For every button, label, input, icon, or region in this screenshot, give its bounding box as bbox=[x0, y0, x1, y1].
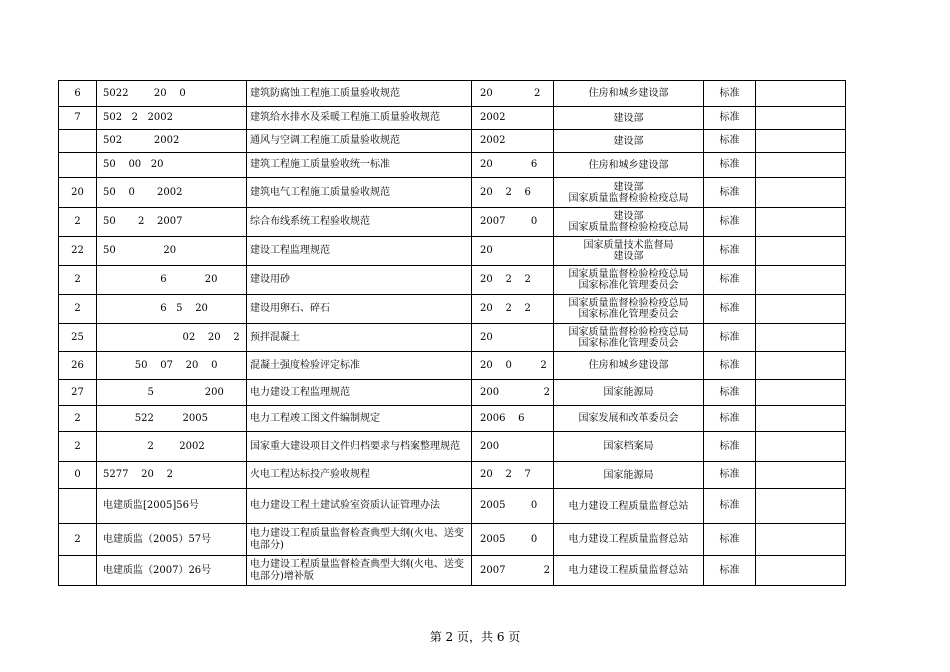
standard-code: 50 2 2007 bbox=[97, 208, 247, 237]
issuing-department: 国家能源局 bbox=[553, 380, 703, 406]
issuing-department: 住房和城乡建设部 bbox=[553, 352, 703, 380]
issue-date: 200 2 bbox=[472, 380, 554, 406]
standard-name: 预拌混凝土 bbox=[247, 324, 472, 352]
standard-code: 50 07 20 0 bbox=[97, 352, 247, 380]
empty-cell bbox=[755, 178, 845, 208]
issue-date: 20 2 7 bbox=[472, 462, 554, 489]
row-number bbox=[59, 556, 97, 586]
row-number: 20 bbox=[59, 178, 97, 208]
standard-code: 电建质监（2005）57号 bbox=[97, 524, 247, 556]
standard-code: 502 2 2002 bbox=[97, 107, 247, 130]
issuing-department: 建设部 bbox=[553, 107, 703, 130]
document-type: 标准 bbox=[703, 489, 755, 524]
issue-date: 20 2 2 bbox=[472, 295, 554, 324]
empty-cell bbox=[755, 462, 845, 489]
issuing-department: 国家质量监督检验检疫总局 国家标准化管理委员会 bbox=[553, 324, 703, 352]
standard-code: 02 20 2 bbox=[97, 324, 247, 352]
row-number: 2 bbox=[59, 432, 97, 462]
issue-date: 20 2 6 bbox=[472, 178, 554, 208]
issuing-department: 住房和城乡建设部 bbox=[553, 153, 703, 178]
standard-name: 建设用砂 bbox=[247, 266, 472, 295]
issue-date: 20 bbox=[472, 237, 554, 266]
issue-date: 2002 bbox=[472, 107, 554, 130]
issue-date: 20 6 bbox=[472, 153, 554, 178]
table-row bbox=[59, 380, 846, 406]
table-row bbox=[59, 295, 846, 324]
page-footer: 第 2 页，共 6 页 bbox=[429, 630, 521, 644]
table-row bbox=[59, 153, 846, 178]
table-row bbox=[59, 432, 846, 462]
issuing-department: 国家质量监督检验检疫总局 国家标准化管理委员会 bbox=[553, 266, 703, 295]
row-number: 2 bbox=[59, 208, 97, 237]
document-type: 标准 bbox=[703, 556, 755, 586]
standard-name: 建筑工程施工质量验收统一标准 bbox=[247, 153, 472, 178]
document-type: 标准 bbox=[703, 324, 755, 352]
row-number: 0 bbox=[59, 462, 97, 489]
empty-cell bbox=[755, 81, 845, 107]
table-row bbox=[59, 352, 846, 380]
issue-date: 2006 6 bbox=[472, 406, 554, 432]
issuing-department: 国家发展和改革委员会 bbox=[553, 406, 703, 432]
issuing-department: 国家档案局 bbox=[553, 432, 703, 462]
issuing-department: 建设部 bbox=[553, 130, 703, 153]
standard-code: 2 2002 bbox=[97, 432, 247, 462]
standard-code: 电建质监[2005]56号 bbox=[97, 489, 247, 524]
issuing-department: 建设部 国家质量监督检验检疫总局 bbox=[553, 178, 703, 208]
table-row bbox=[59, 208, 846, 237]
issuing-department: 住房和城乡建设部 bbox=[553, 81, 703, 107]
issue-date: 20 bbox=[472, 324, 554, 352]
standard-name: 火电工程达标投产验收规程 bbox=[247, 462, 472, 489]
table-row bbox=[59, 489, 846, 524]
empty-cell bbox=[755, 295, 845, 324]
row-number: 6 bbox=[59, 81, 97, 107]
issue-date: 2005 0 bbox=[472, 524, 554, 556]
row-number bbox=[59, 489, 97, 524]
row-number bbox=[59, 130, 97, 153]
standard-code: 5 200 bbox=[97, 380, 247, 406]
standard-name: 电力建设工程监理规范 bbox=[247, 380, 472, 406]
row-number: 26 bbox=[59, 352, 97, 380]
document-type: 标准 bbox=[703, 130, 755, 153]
empty-cell bbox=[755, 524, 845, 556]
document-type: 标准 bbox=[703, 208, 755, 237]
row-number: 27 bbox=[59, 380, 97, 406]
standard-code: 5022 20 0 bbox=[97, 81, 247, 107]
issuing-department: 建设部 国家质量监督检验检疫总局 bbox=[553, 208, 703, 237]
issue-date: 20 2 2 bbox=[472, 266, 554, 295]
table-row bbox=[59, 324, 846, 352]
standard-name: 电力建设工程质量监督检查典型大纲(火电、送变电部分)增补版 bbox=[247, 556, 472, 586]
empty-cell bbox=[755, 324, 845, 352]
table-row bbox=[59, 237, 846, 266]
row-number: 2 bbox=[59, 266, 97, 295]
document-type: 标准 bbox=[703, 295, 755, 324]
issuing-department: 国家质量技术监督局 建设部 bbox=[553, 237, 703, 266]
empty-cell bbox=[755, 406, 845, 432]
standard-code: 502 2002 bbox=[97, 130, 247, 153]
document-type: 标准 bbox=[703, 153, 755, 178]
document-type: 标准 bbox=[703, 107, 755, 130]
issuing-department: 电力建设工程质量监督总站 bbox=[553, 556, 703, 586]
standard-code: 电建质监（2007）26号 bbox=[97, 556, 247, 586]
standard-name: 通风与空调工程施工质量验收规范 bbox=[247, 130, 472, 153]
empty-cell bbox=[755, 556, 845, 586]
issuing-department: 电力建设工程质量监督总站 bbox=[553, 489, 703, 524]
standard-code: 50 00 20 bbox=[97, 153, 247, 178]
issuing-department: 国家能源局 bbox=[553, 462, 703, 489]
document-type: 标准 bbox=[703, 406, 755, 432]
table-row bbox=[59, 462, 846, 489]
issue-date: 20 0 2 bbox=[472, 352, 554, 380]
table-row bbox=[59, 130, 846, 153]
empty-cell bbox=[755, 208, 845, 237]
standard-name: 国家重大建设项目文件归档要求与档案整理规范 bbox=[247, 432, 472, 462]
standard-code: 50 0 2002 bbox=[97, 178, 247, 208]
table-row bbox=[59, 81, 846, 107]
row-number: 22 bbox=[59, 237, 97, 266]
document-type: 标准 bbox=[703, 524, 755, 556]
document-type: 标准 bbox=[703, 380, 755, 406]
table-row bbox=[59, 266, 846, 295]
document-type: 标准 bbox=[703, 462, 755, 489]
empty-cell bbox=[755, 380, 845, 406]
row-number: 2 bbox=[59, 524, 97, 556]
empty-cell bbox=[755, 432, 845, 462]
issue-date: 2002 bbox=[472, 130, 554, 153]
standard-name: 建筑给水排水及采暖工程施工质量验收规范 bbox=[247, 107, 472, 130]
table-row bbox=[59, 107, 846, 130]
issue-date: 2007 0 bbox=[472, 208, 554, 237]
document-type: 标准 bbox=[703, 178, 755, 208]
issue-date: 200 bbox=[472, 432, 554, 462]
empty-cell bbox=[755, 107, 845, 130]
issue-date: 20 2 bbox=[472, 81, 554, 107]
standard-name: 电力工程竣工图文件编制规定 bbox=[247, 406, 472, 432]
standard-code: 522 2005 bbox=[97, 406, 247, 432]
standard-name: 建设用卵石、碎石 bbox=[247, 295, 472, 324]
standard-name: 电力建设工程土建试验室资质认证管理办法 bbox=[247, 489, 472, 524]
table-row bbox=[59, 524, 846, 556]
standard-code: 6 5 20 bbox=[97, 295, 247, 324]
row-number: 25 bbox=[59, 324, 97, 352]
empty-cell bbox=[755, 237, 845, 266]
row-number: 2 bbox=[59, 406, 97, 432]
standards-table bbox=[58, 80, 846, 586]
empty-cell bbox=[755, 352, 845, 380]
row-number: 2 bbox=[59, 295, 97, 324]
standard-name: 建设工程监理规范 bbox=[247, 237, 472, 266]
document-type: 标准 bbox=[703, 81, 755, 107]
empty-cell bbox=[755, 130, 845, 153]
document-type: 标准 bbox=[703, 266, 755, 295]
standard-name: 建筑防腐蚀工程施工质量验收规范 bbox=[247, 81, 472, 107]
empty-cell bbox=[755, 266, 845, 295]
standard-code: 50 20 bbox=[97, 237, 247, 266]
standard-code: 6 20 bbox=[97, 266, 247, 295]
document-type: 标准 bbox=[703, 237, 755, 266]
standard-name: 混凝土强度检验评定标准 bbox=[247, 352, 472, 380]
document-type: 标准 bbox=[703, 352, 755, 380]
row-number bbox=[59, 153, 97, 178]
issuing-department: 电力建设工程质量监督总站 bbox=[553, 524, 703, 556]
document-type: 标准 bbox=[703, 432, 755, 462]
issue-date: 2007 2 bbox=[472, 556, 554, 586]
standard-name: 综合布线系统工程验收规范 bbox=[247, 208, 472, 237]
table-row bbox=[59, 406, 846, 432]
empty-cell bbox=[755, 153, 845, 178]
row-number: 7 bbox=[59, 107, 97, 130]
empty-cell bbox=[755, 489, 845, 524]
standard-name: 电力建设工程质量监督检查典型大纲(火电、送变电部分) bbox=[247, 524, 472, 556]
table-row bbox=[59, 178, 846, 208]
standard-code: 5277 20 2 bbox=[97, 462, 247, 489]
standard-name: 建筑电气工程施工质量验收规范 bbox=[247, 178, 472, 208]
issuing-department: 国家质量监督检验检疫总局 国家标准化管理委员会 bbox=[553, 295, 703, 324]
issue-date: 2005 0 bbox=[472, 489, 554, 524]
table-row bbox=[59, 556, 846, 586]
